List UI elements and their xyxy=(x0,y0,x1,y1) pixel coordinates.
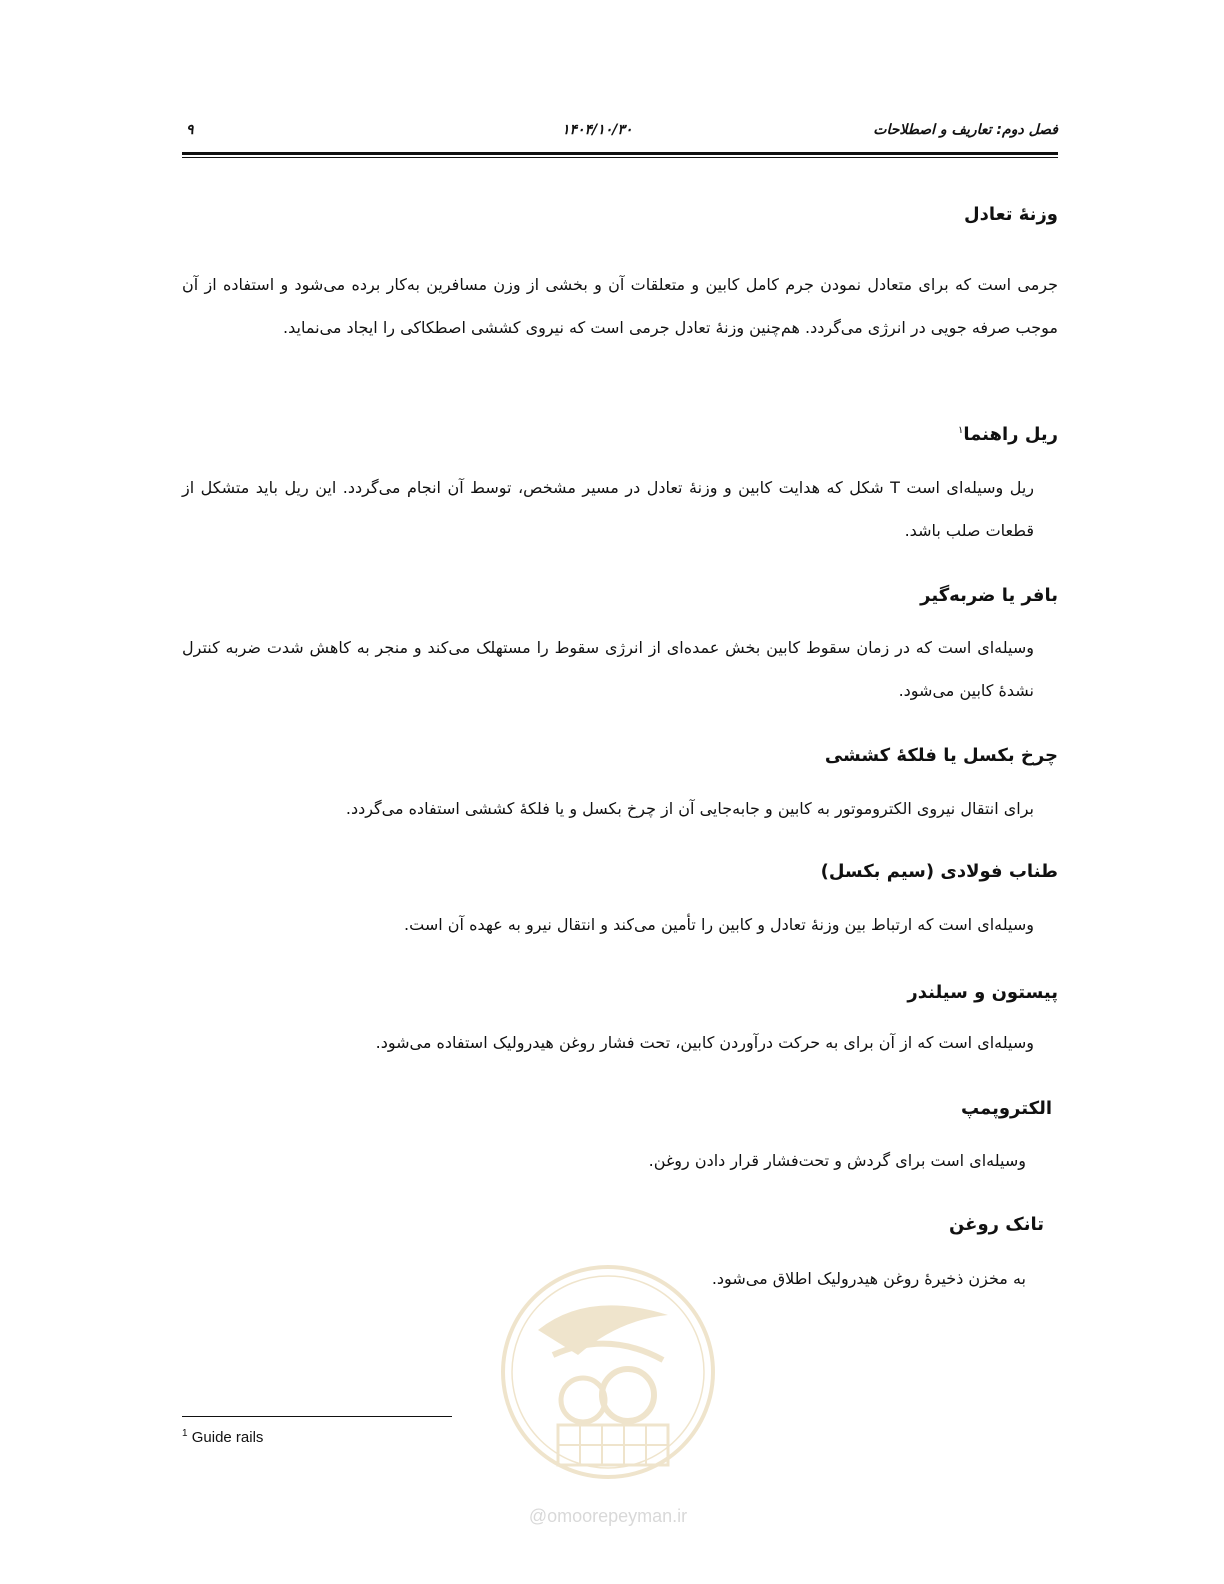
footnote xyxy=(182,1428,263,1446)
header-rule-thick xyxy=(182,152,1058,155)
body-piston-cylinder: وسیله‌ای است که از آن برای به حرکت درآوردن کابین، تحت فشار روغن هیدرولیک استفاده می‌شود. xyxy=(375,1033,1034,1052)
body-counterweight: جرمی است که برای متعادل نمودن جرم کامل کابین و متعلقات آن و بخشی از وزن مسافرین به‌کار برده می‌شود و استفاده از آن موجب صرفه جویی در انرژی می‌گردد. هم‌چنین وزنهٔ تعادل جرمی است که نیروی کششی اصطکاکی را ایجاد می‌نماید. xyxy=(182,275,1058,337)
body-oil-tank: به مخزن ذخیرهٔ روغن هیدرولیک اطلاق می‌شود. xyxy=(711,1269,1026,1288)
watermark-seal-logo xyxy=(498,1260,718,1530)
heading-guide-rail-text: ریل راهنما xyxy=(963,424,1058,445)
body-buffer: وسیله‌ای است که در زمان سقوط کابین بخش عمده‌ای از انرژی سقوط را مستهلک می‌کند و منجر به کاهش شدت ضربه کنترل نشدهٔ کابین می‌شود. xyxy=(182,638,1034,700)
footnote-marker: 1 xyxy=(182,1428,188,1439)
footnote-text: Guide rails xyxy=(191,1429,264,1446)
svg-text:@omoorepeyman.ir: @omoorepeyman.ir xyxy=(528,1506,688,1526)
heading-traction-sheave: چرخ بکسل یا فلکهٔ کششی xyxy=(824,745,1058,766)
page-number: ۹ xyxy=(186,122,194,138)
chapter-title: فصل دوم: تعاریف و اصطلاحات xyxy=(873,122,1058,138)
heading-steel-rope: طناب فولادی (سیم بکسل) xyxy=(820,861,1058,882)
footnote-ref: ۱ xyxy=(957,425,964,436)
heading-guide-rail xyxy=(958,424,1058,445)
header-date: ۱۴۰۴/۱۰/۳۰ xyxy=(562,122,633,138)
body-electro-pump: وسیله‌ای است برای گردش و تحت‌فشار قرار دادن روغن. xyxy=(648,1151,1026,1170)
running-header xyxy=(182,116,1058,146)
header-rule-thin xyxy=(182,157,1058,158)
footnote-rule xyxy=(182,1416,452,1417)
heading-electro-pump: الکتروپمپ xyxy=(960,1098,1052,1119)
heading-piston-cylinder: پیستون و سیلندر xyxy=(907,982,1058,1003)
heading-oil-tank: تانک روغن xyxy=(948,1214,1044,1235)
body-steel-rope: وسیله‌ای است که ارتباط بین وزنهٔ تعادل و کابین را تأمین می‌کند و انتقال نیرو به عهده آن است. xyxy=(404,915,1034,934)
body-traction-sheave: برای انتقال نیروی الکتروموتور به کابین و جابه‌جایی آن از چرخ بکسل و یا فلکهٔ کششی استفاده می‌گردد. xyxy=(345,799,1034,818)
heading-counterweight: وزنهٔ تعادل xyxy=(963,204,1058,225)
body-guide-rail: ریل وسیله‌ای است T شکل که هدایت کابین و وزنهٔ تعادل در مسیر مشخص، توسط آن انجام می‌گردد. این ریل باید متشکل از قطعات صلب باشد. xyxy=(182,478,1035,540)
heading-buffer: بافر یا ضربه‌گیر xyxy=(920,585,1058,606)
